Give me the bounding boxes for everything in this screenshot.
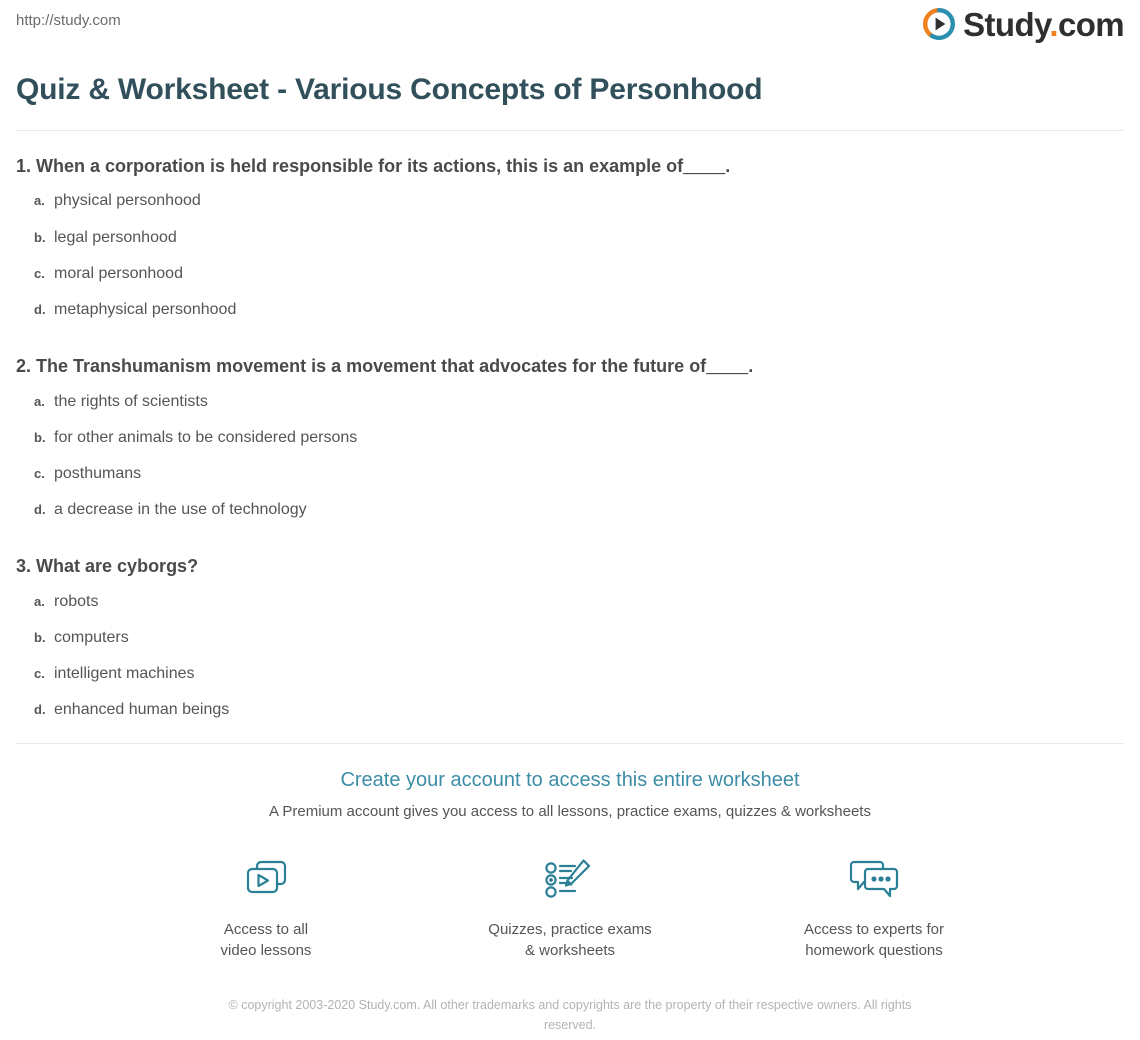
option-text: moral personhood <box>54 264 183 282</box>
options-list <box>16 191 1124 319</box>
option-text: posthumans <box>54 464 142 482</box>
question-text <box>16 155 1124 178</box>
video-lessons-icon <box>181 854 351 906</box>
logo-dot: . <box>1049 5 1058 43</box>
option-c[interactable] <box>16 464 1124 483</box>
quiz-pencil-icon <box>485 854 655 906</box>
question-suffix: . <box>748 356 754 377</box>
feature-label <box>485 920 655 961</box>
option-letter: d. <box>34 502 46 518</box>
question-prompt: When a corporation is held responsible for its actions, this is an example of <box>36 156 684 176</box>
option-text: legal personhood <box>54 228 177 246</box>
feature-label <box>789 920 959 961</box>
option-letter: b. <box>34 629 46 645</box>
option-a[interactable] <box>16 191 1124 210</box>
questions-list <box>16 131 1124 719</box>
option-letter: b. <box>34 229 46 245</box>
feature-label-line2: video lessons <box>220 941 312 959</box>
feature-label-line1: Access to all <box>223 921 309 939</box>
option-text: a decrease in the use of technology <box>54 501 307 519</box>
question-prompt: The Transhumanism movement is a movement that advocates for the future of <box>36 356 707 377</box>
option-c[interactable] <box>16 664 1124 683</box>
page-header <box>0 0 1140 58</box>
option-a[interactable] <box>16 592 1124 611</box>
logo-word-study: Study <box>963 5 1050 43</box>
url-text: http://study.com <box>16 12 121 29</box>
question-block <box>16 155 1124 319</box>
option-d[interactable] <box>16 300 1124 319</box>
question-number: 3. <box>16 556 32 577</box>
feature-quizzes <box>485 854 655 961</box>
option-text: intelligent machines <box>54 665 195 683</box>
create-account-link[interactable]: Create your account to access this entire worksheet <box>340 769 800 792</box>
question-blank: ____ <box>706 356 749 377</box>
feature-label-line1: Quizzes, practice exams <box>488 921 652 939</box>
option-letter: d. <box>34 702 46 718</box>
feature-experts <box>789 854 959 961</box>
option-text: metaphysical personhood <box>54 300 237 318</box>
feature-label-line1: Access to experts for <box>803 921 945 939</box>
question-prompt: What are cyborgs? <box>36 556 199 577</box>
option-text: the rights of scientists <box>54 392 208 410</box>
option-text: for other animals to be considered persons <box>54 428 358 446</box>
option-letter: a. <box>34 393 45 409</box>
option-c[interactable] <box>16 264 1124 283</box>
question-number: 2. <box>16 356 32 377</box>
option-letter: a. <box>34 193 45 209</box>
option-text: enhanced human beings <box>54 701 230 719</box>
options-list <box>16 592 1124 720</box>
option-b[interactable] <box>16 428 1124 447</box>
option-a[interactable] <box>16 392 1124 411</box>
create-account-cta <box>0 744 1140 1035</box>
chat-bubbles-icon <box>789 854 959 906</box>
option-b[interactable] <box>16 228 1124 247</box>
question-text <box>16 555 1124 578</box>
option-letter: c. <box>34 265 45 281</box>
options-list <box>16 392 1124 520</box>
option-letter: c. <box>34 465 45 481</box>
study-com-logo[interactable] <box>922 7 1124 41</box>
feature-label-line2: & worksheets <box>524 941 616 959</box>
option-d[interactable] <box>16 500 1124 519</box>
question-text <box>16 355 1124 378</box>
question-suffix: . <box>725 156 731 176</box>
option-letter: d. <box>34 301 46 317</box>
cta-subheading: A Premium account gives you access to all lessons, practice exams, quizzes & worksheets <box>269 803 871 821</box>
logo-word-com: com <box>1057 5 1124 43</box>
question-block <box>16 355 1124 519</box>
page-title: Quiz & Worksheet - Various Concepts of Personhood <box>16 73 763 106</box>
question-number: 1. <box>16 156 32 176</box>
option-text: computers <box>54 628 129 646</box>
option-letter: a. <box>34 593 45 609</box>
option-letter: b. <box>34 429 46 445</box>
question-blank: ____ <box>683 156 726 176</box>
feature-label-line2: homework questions <box>805 941 943 959</box>
feature-label <box>181 920 351 961</box>
option-d[interactable] <box>16 700 1124 719</box>
question-block <box>16 555 1124 719</box>
copyright-text: © copyright 2003-2020 Study.com. All other trademarks and copyrights are the property of their respective owners. All rights reserved. <box>228 997 912 1032</box>
option-letter: c. <box>34 666 45 682</box>
option-text: physical personhood <box>54 192 201 210</box>
option-b[interactable] <box>16 628 1124 647</box>
option-text: robots <box>54 592 99 610</box>
play-circle-icon <box>922 7 956 41</box>
features-row <box>0 854 1140 961</box>
feature-video-lessons <box>181 854 351 961</box>
logo-wordmark <box>963 5 1124 43</box>
